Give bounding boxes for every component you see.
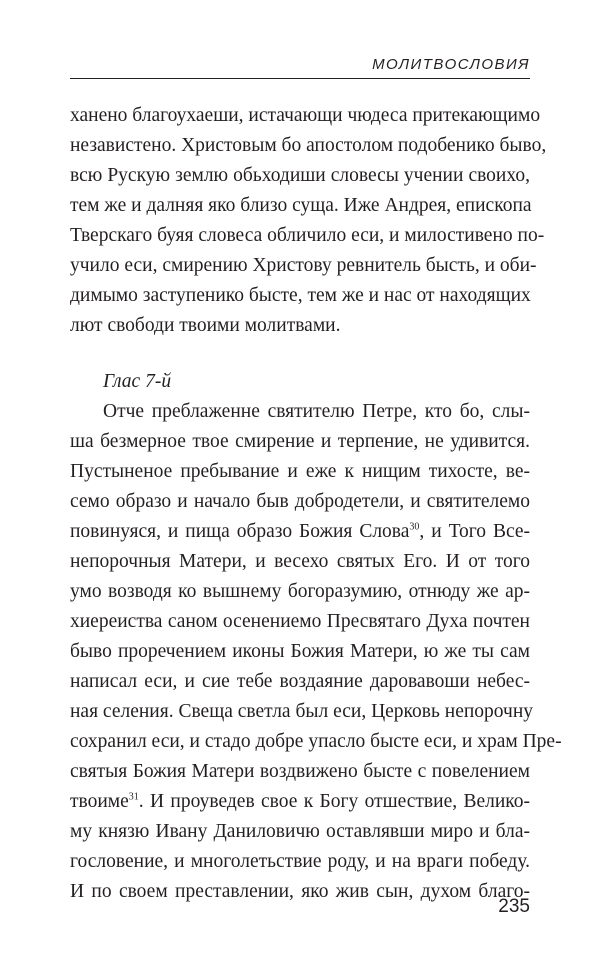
text-line: учило еси, смирению Христову ревнитель бысть, и оби- xyxy=(70,255,537,276)
text-line: ная селения. Свеща светла был еси, Церковь непорочну xyxy=(70,701,534,722)
text-line: хиереиства саном осенениемо Пресвятаго Духа почтен xyxy=(70,611,530,632)
text-line: умо возводя ко вышнему богоразумию, отнюду же ар- xyxy=(70,581,530,602)
text-line: му князю Ивану Даниловичю оставлявши миро и бла- xyxy=(70,821,530,842)
text-span: , и Того Все- xyxy=(419,521,530,542)
footnote-ref-31: 31 xyxy=(128,791,139,803)
text-line: быво проречением иконы Божия Матери, ю же ты сам xyxy=(70,641,530,662)
page-number: 235 xyxy=(498,896,530,917)
text-line: Отче преблаженне святителю Петре, кто бо, слы- xyxy=(103,401,530,422)
text-line: написал еси, и сие тебе воздаяние даровавоши небес- xyxy=(70,671,530,692)
text-span: повинуяся, и пища образо Божия Слова xyxy=(70,521,410,542)
text-line: лют свободи твоими молитвами. xyxy=(70,315,341,336)
text-line: И по своем преставлении, яко жив сын, духом благо- xyxy=(70,881,530,902)
text-line: гословение, и многолетьствие роду, и на враги победу. xyxy=(70,851,530,872)
text-line xyxy=(70,787,530,817)
text-line: святыя Божия Матери воздвижено бысте с повелением xyxy=(70,761,530,782)
running-head: МОЛИТВОСЛОВИЯ xyxy=(372,56,530,73)
text-line: семо образо и начало быв добродетели, и святителемо xyxy=(70,491,530,512)
text-span: . И проуведев свое к Богу отшествие, Велико- xyxy=(138,791,530,812)
text-line: непорочныя Матери, и весехо святых Его. И от того xyxy=(70,551,530,572)
text-line: Пустыненое пребывание и еже к нищим тихосте, ве- xyxy=(70,461,530,482)
footnote-ref-30: 30 xyxy=(409,521,420,533)
text-line: независтено. Христовым бо апостолом подобенико быво, xyxy=(70,135,547,156)
text-line: ханено благоухаеши, истачающи чюдеса притекающимо xyxy=(70,105,541,126)
text-line: Тверскаго буяя словеса обличило еси, и милостивено по- xyxy=(70,225,545,246)
text-line xyxy=(70,517,530,547)
text-line: ша безмерное твое смирение и терпение, не удивится. xyxy=(70,431,530,452)
header-rule xyxy=(70,78,530,79)
text-line: тем же и далняя яко близо суща. Иже Андрея, епископа xyxy=(70,195,532,216)
text-span: твоиме xyxy=(70,791,129,812)
text-line: сохранил еси, и стадо добре упасло бысте еси, и храм Пре- xyxy=(70,731,562,752)
text-line: димымо заступенико бысте, тем же и нас от находящих xyxy=(70,285,531,306)
text-line: всю Рускую землю обьходиши словесы учении своихо, xyxy=(70,165,530,186)
section-heading: Глас 7-й xyxy=(103,371,172,392)
